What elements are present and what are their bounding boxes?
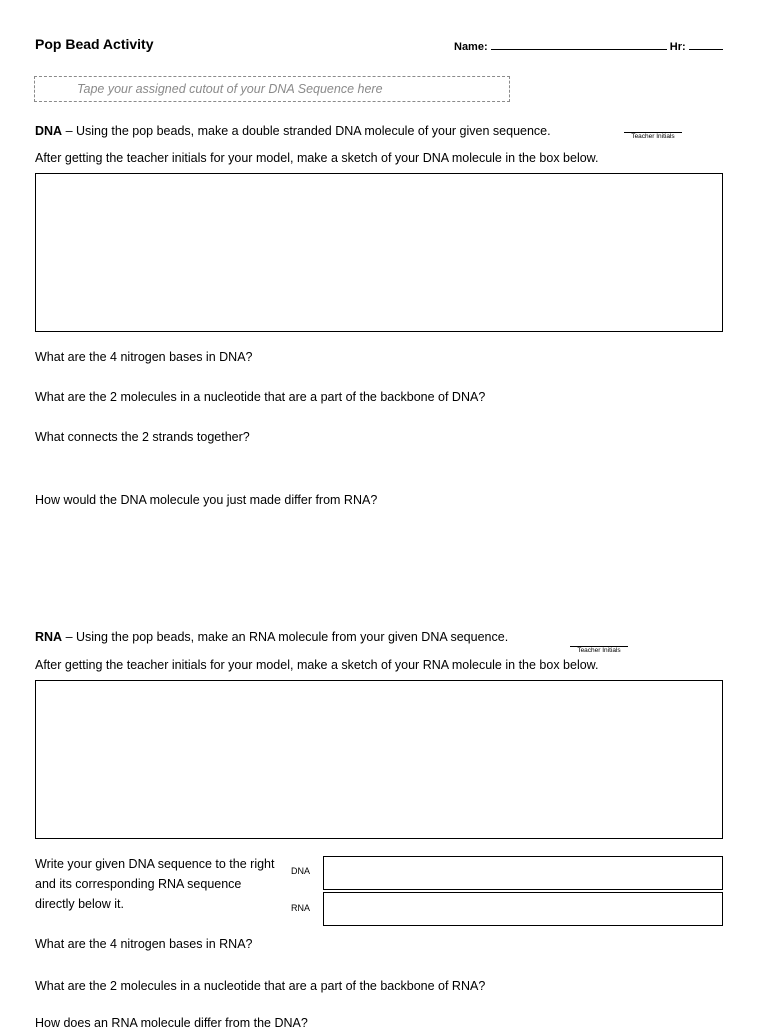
rna-question-3: How does an RNA molecule differ from the DNA? — [35, 1016, 308, 1030]
tape-area: Tape your assigned cutout of your DNA Sequence here — [34, 76, 510, 102]
dna-question-4: How would the DNA molecule you just made differ from RNA? — [35, 493, 378, 507]
name-label: Name: — [454, 41, 488, 53]
rna-sketch-instruction: After getting the teacher initials for your model, make a sketch of your RNA molecule in the box below. — [35, 658, 599, 672]
dna-instruction — [35, 124, 551, 138]
dna-instruction-text: – Using the pop beads, make a double stranded DNA molecule of your given sequence. — [62, 124, 551, 138]
hr-blank[interactable] — [689, 38, 723, 50]
rna-initials-label: Teacher Initials — [577, 647, 621, 654]
dna-question-3: What connects the 2 strands together? — [35, 430, 250, 444]
dna-sequence-label: DNA — [291, 866, 311, 876]
hr-label: Hr: — [669, 41, 686, 53]
rna-sequence-label: RNA — [291, 903, 311, 913]
rna-instruction-text: – Using the pop beads, make an RNA molecule from your given DNA sequence. — [62, 630, 509, 644]
rna-sequence-box[interactable] — [323, 892, 723, 926]
dna-initials-label: Teacher Initials — [631, 133, 675, 140]
rna-sketch-box[interactable] — [35, 680, 723, 839]
dna-initials[interactable] — [624, 132, 682, 140]
dna-question-2: What are the 2 molecules in a nucleotide that are a part of the backbone of DNA? — [35, 390, 486, 404]
dna-heading: DNA — [35, 124, 63, 138]
rna-initials[interactable] — [570, 646, 628, 654]
rna-question-1: What are the 4 nitrogen bases in RNA? — [35, 937, 253, 951]
sequence-instruction: Write your given DNA sequence to the right and its corresponding RNA sequence directly below it. — [35, 857, 275, 911]
page-title: Pop Bead Activity — [35, 36, 154, 52]
name-blank[interactable] — [491, 38, 667, 50]
dna-sequence-box[interactable] — [323, 856, 723, 890]
dna-sketch-box[interactable] — [35, 173, 723, 332]
rna-instruction — [35, 630, 508, 644]
dna-question-1: What are the 4 nitrogen bases in DNA? — [35, 350, 253, 364]
dna-sketch-instruction: After getting the teacher initials for your model, make a sketch of your DNA molecule in the box below. — [35, 151, 599, 165]
rna-question-2: What are the 2 molecules in a nucleotide that are a part of the backbone of RNA? — [35, 979, 486, 993]
rna-heading: RNA — [35, 630, 63, 644]
name-hr-fields — [454, 38, 723, 53]
